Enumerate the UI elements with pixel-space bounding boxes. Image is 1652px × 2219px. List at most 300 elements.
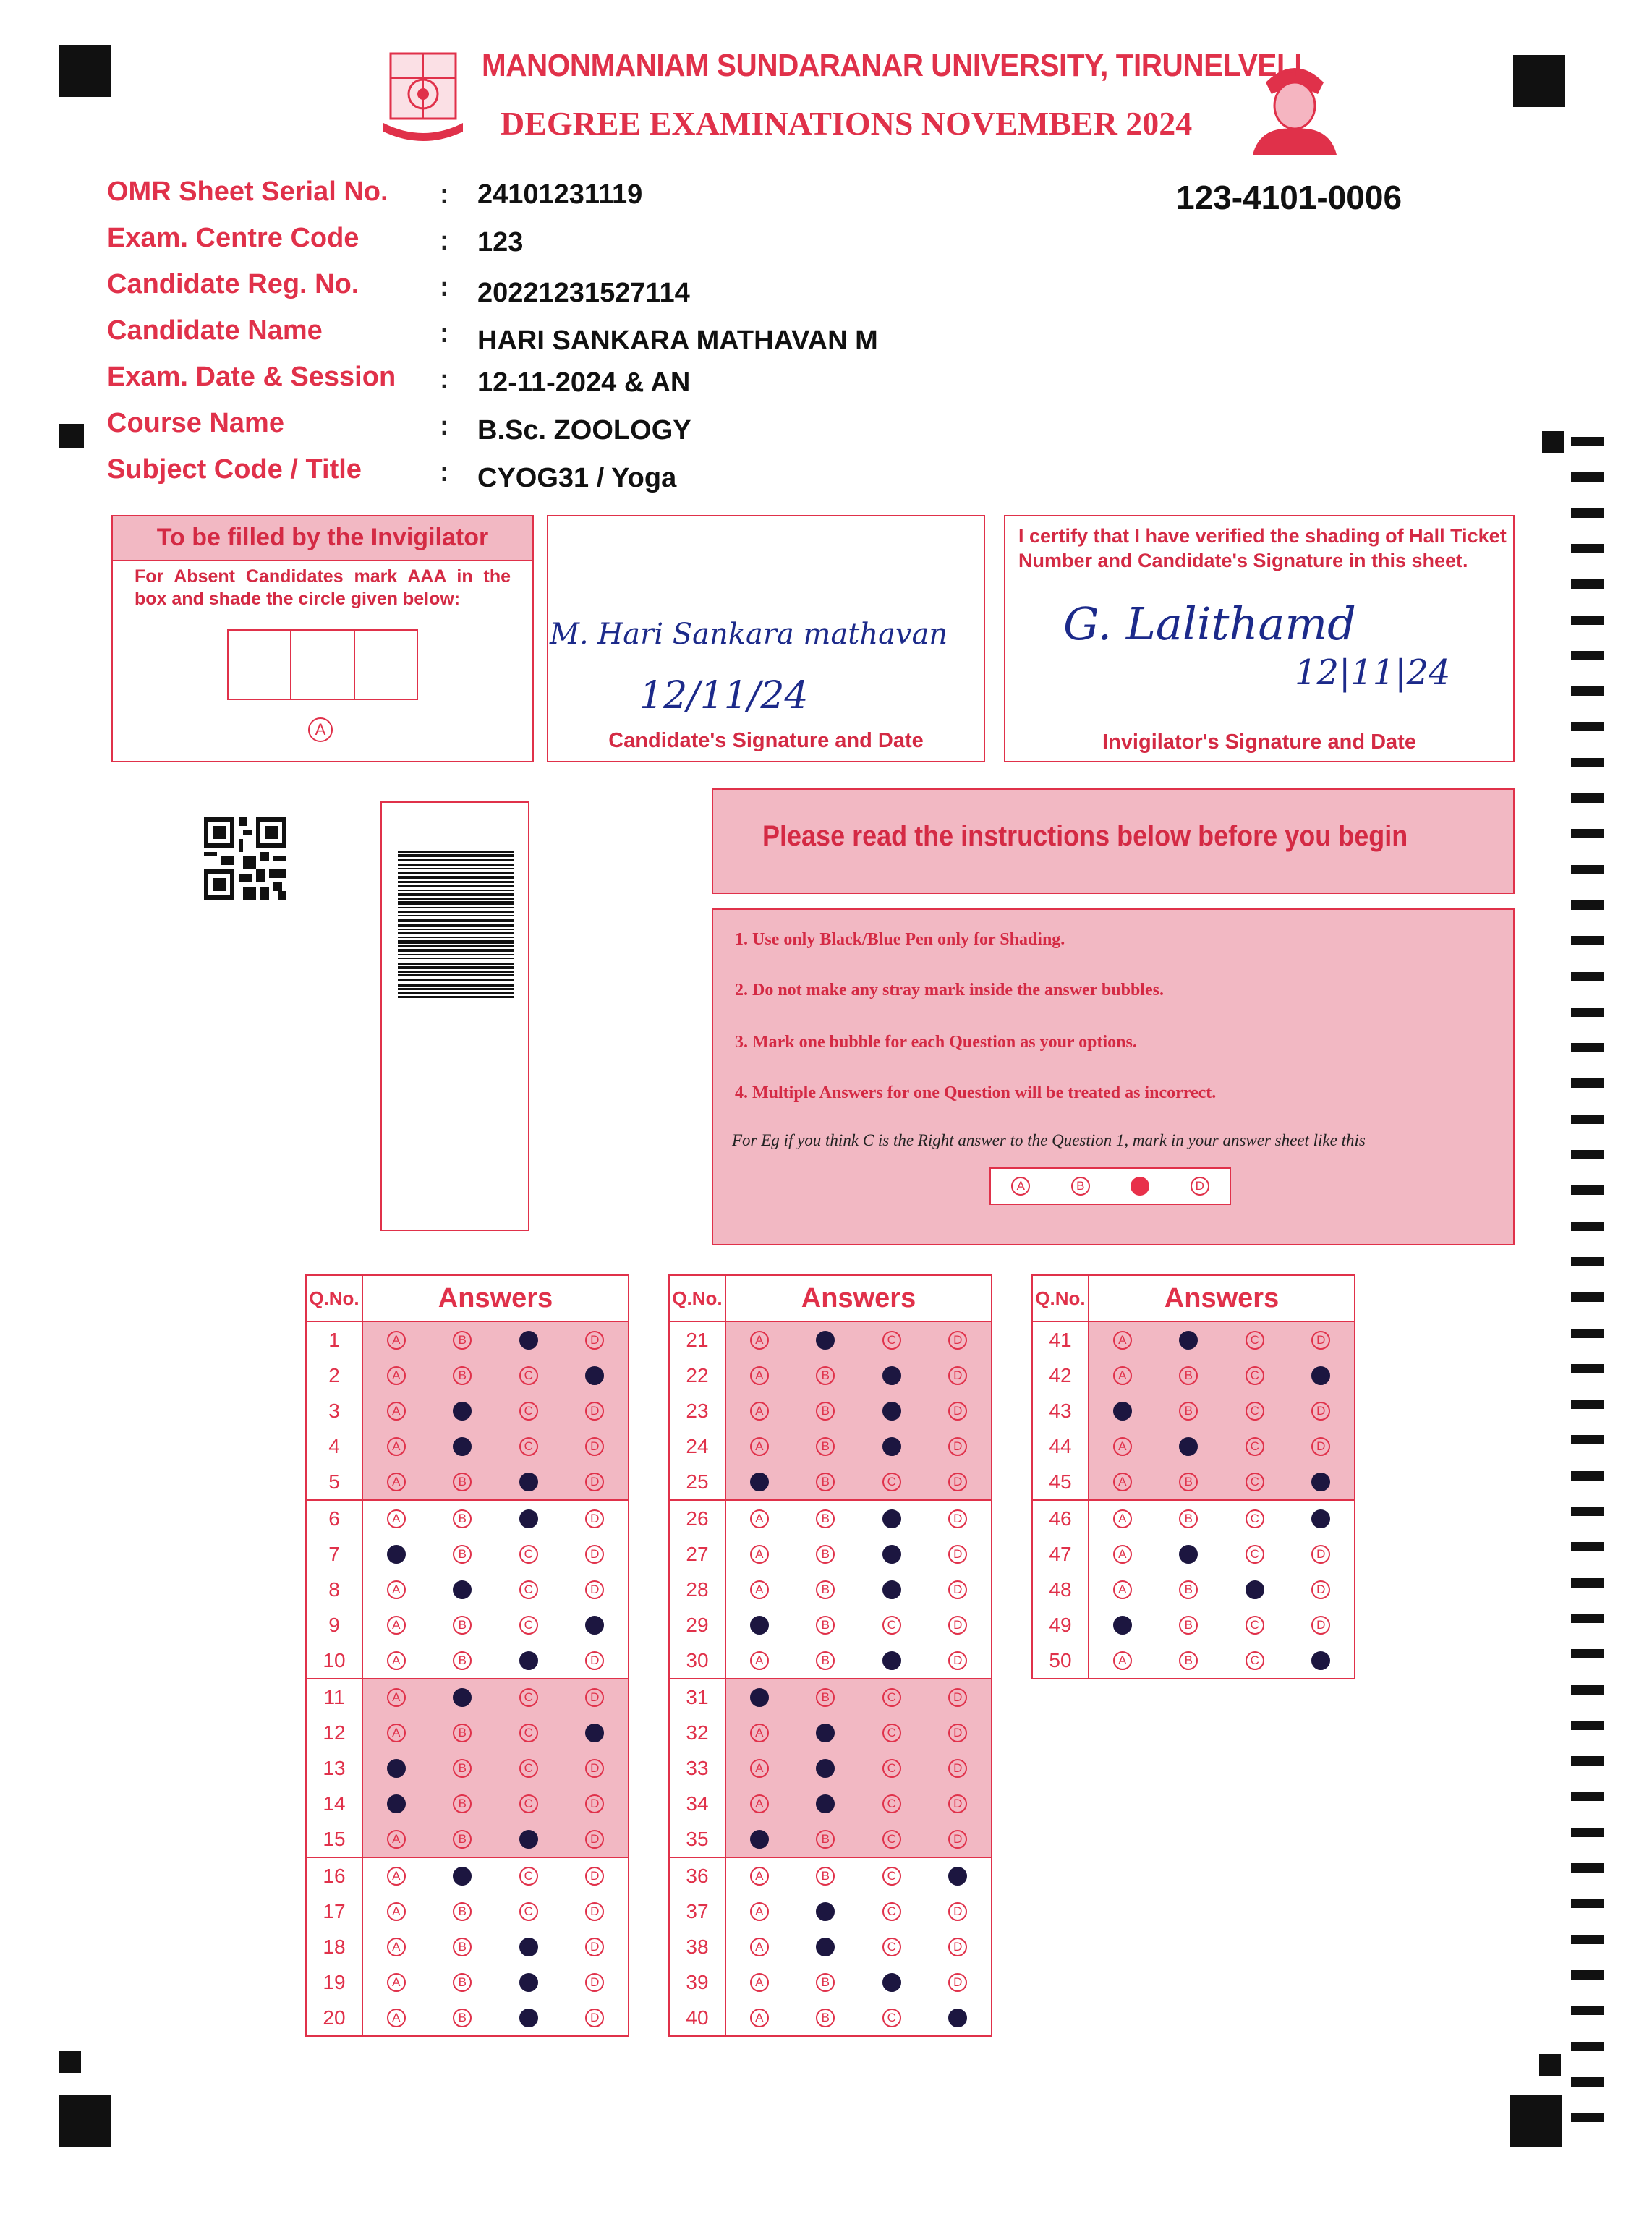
instruction-1: 1. Use only Black/Blue Pen only for Shading. [735,930,1065,949]
instructions-box [712,908,1515,1245]
answer-bubble-c[interactable]: C [882,1331,901,1350]
answer-bubble-a[interactable]: A [387,1509,406,1528]
answer-bubble-b[interactable]: B [816,1830,835,1849]
answer-bubble-d[interactable]: D [948,1545,967,1564]
question-number: 14 [306,1786,362,1821]
answer-bubble-d[interactable] [1311,1473,1330,1491]
answer-bubble-c[interactable]: C [882,1938,901,1956]
answer-bubble-a[interactable]: A [387,1366,406,1385]
timing-mark [1571,1863,1604,1873]
answers-header: Answers [725,1275,992,1321]
answer-bubble-a[interactable]: A [750,1973,769,1992]
answer-bubble-b[interactable]: B [1179,1473,1198,1491]
timing-mark [1571,544,1604,553]
answer-bubble-a[interactable] [750,1473,769,1491]
answer-bubble-c[interactable]: C [1246,1437,1264,1456]
answer-bubble-a[interactable]: A [750,1867,769,1886]
answer-bubble-d[interactable]: D [948,1973,967,1992]
barcode-bar [398,937,514,938]
barcode-bar [398,876,514,879]
answer-bubble-c[interactable]: C [519,1545,538,1564]
answer-bubble-c[interactable]: C [519,1759,538,1778]
question-number: 1 [306,1321,362,1358]
label-subject: Subject Code / Title [107,454,362,485]
timing-mark [1571,2113,1604,2122]
barcode-bar [398,901,514,905]
answer-bubble-b[interactable]: B [453,1724,472,1742]
absent-mark-boxes[interactable] [227,629,418,700]
timing-mark [1571,1756,1604,1766]
answer-bubble-b[interactable] [1179,1437,1198,1456]
answer-bubble-a[interactable] [387,1759,406,1778]
answer-bubble-d[interactable]: D [1311,1580,1330,1599]
timing-mark [1571,1578,1604,1588]
answer-row [669,1358,992,1393]
answer-bubble-c[interactable]: C [882,1830,901,1849]
answer-bubble-c[interactable]: C [519,1794,538,1813]
answer-bubble-d[interactable] [1311,1651,1330,1670]
answer-bubble-d[interactable]: D [1311,1616,1330,1635]
answer-bubble-a[interactable] [1113,1616,1132,1635]
question-number: 4 [306,1428,362,1464]
answer-bubble-a[interactable]: A [1113,1331,1132,1350]
absent-box-3[interactable] [355,631,417,699]
answer-bubble-d[interactable] [585,1724,604,1742]
timing-mark [1571,1008,1604,1017]
answer-bubble-d[interactable]: D [948,1794,967,1813]
answer-bubble-d[interactable]: D [585,2009,604,2027]
answer-bubble-a[interactable]: A [387,1724,406,1742]
answer-bubble-d[interactable]: D [948,1902,967,1921]
answer-bubble-d[interactable]: D [585,1973,604,1992]
answer-bubble-c[interactable] [882,1366,901,1385]
answer-bubble-a[interactable]: A [387,1902,406,1921]
answer-bubble-d[interactable]: D [585,1580,604,1599]
answer-row [669,1679,992,1715]
answer-bubble-a[interactable]: A [387,1938,406,1956]
answer-bubble-a[interactable]: A [1113,1437,1132,1456]
answer-bubble-d[interactable]: D [585,1473,604,1491]
answer-bubble-c[interactable]: C [882,1794,901,1813]
answer-bubble-a[interactable]: A [750,1331,769,1350]
answer-bubble-b[interactable]: B [1179,1402,1198,1421]
answer-bubble-c[interactable]: C [1246,1651,1264,1670]
answer-row [669,1464,992,1500]
answer-bubble-b[interactable]: B [453,1902,472,1921]
answer-bubble-b[interactable]: B [453,1759,472,1778]
answer-bubble-c[interactable] [519,1651,538,1670]
barcode-bar [398,898,514,900]
answer-bubble-d[interactable]: D [948,1724,967,1742]
answer-bubble-c[interactable]: C [519,1437,538,1456]
answer-bubble-c[interactable] [519,1938,538,1956]
answer-bubble-a[interactable]: A [387,1473,406,1491]
value-centre-code: 123 [477,227,524,257]
answer-bubble-b[interactable] [453,1402,472,1421]
answer-row [306,1715,629,1750]
answer-row [306,1464,629,1500]
question-number: 13 [306,1750,362,1786]
example-bubble-d: D [1191,1177,1209,1196]
answer-bubble-a[interactable]: A [750,1580,769,1599]
instruction-3: 3. Mark one bubble for each Question as your options. [735,1033,1137,1052]
answer-row [669,1428,992,1464]
answer-bubble-b[interactable]: B [453,1973,472,1992]
answer-bubble-a[interactable]: A [750,1509,769,1528]
answer-bubble-b[interactable]: B [1179,1651,1198,1670]
answer-bubble-a[interactable] [750,1616,769,1635]
timing-mark [1571,686,1604,696]
answer-bubble-d[interactable] [948,1867,967,1886]
answer-bubble-b[interactable] [816,1902,835,1921]
answer-bubble-c[interactable]: C [882,1759,901,1778]
answer-bubble-b[interactable]: B [816,1688,835,1707]
answer-bubble-c[interactable]: C [519,1402,538,1421]
question-number: 22 [669,1358,725,1393]
answer-bubble-b[interactable]: B [453,1545,472,1564]
answer-bubble-c[interactable] [882,1651,901,1670]
answer-bubble-d[interactable]: D [585,1545,604,1564]
answer-bubble-d[interactable]: D [585,1402,604,1421]
answer-row [1032,1321,1355,1358]
question-number: 48 [1032,1572,1089,1607]
answer-row [306,1929,629,1964]
answer-bubble-a[interactable]: A [750,1651,769,1670]
answer-bubble-a[interactable]: A [750,1402,769,1421]
answer-bubble-d[interactable] [1311,1366,1330,1385]
answer-bubble-b[interactable] [453,1867,472,1886]
answer-bubble-d[interactable]: D [948,1331,967,1350]
question-number: 11 [306,1679,362,1715]
answer-bubble-b[interactable]: B [1179,1366,1198,1385]
answer-bubble-b[interactable]: B [453,2009,472,2027]
answer-bubble-c[interactable]: C [1246,1616,1264,1635]
answer-bubble-c[interactable]: C [1246,1545,1264,1564]
question-number: 39 [669,1964,725,2000]
timing-mark [1571,1970,1604,1980]
answer-bubble-d[interactable]: D [1311,1331,1330,1350]
timing-mark-top [1542,431,1564,453]
answer-bubble-a[interactable]: A [387,1616,406,1635]
barcode-bar [398,963,514,965]
answer-bubble-a[interactable]: A [1113,1509,1132,1528]
question-number: 38 [669,1929,725,1964]
answer-bubble-b[interactable]: B [816,1616,835,1635]
university-name: MANONMANIAM SUNDARANAR UNIVERSITY, TIRUNELVELI [482,48,1303,83]
answer-bubble-b[interactable] [816,1724,835,1742]
answer-row [306,1393,629,1428]
timing-mark [1571,1614,1604,1623]
answer-bubble-b[interactable]: B [816,1973,835,1992]
answer-bubble-d[interactable]: D [585,1509,604,1528]
answer-bubble-d[interactable]: D [585,1437,604,1456]
answer-bubble-b[interactable]: B [453,1331,472,1350]
answer-bubble-c[interactable] [882,1580,901,1599]
answer-row [669,1715,992,1750]
question-number: 42 [1032,1358,1089,1393]
answer-bubble-c[interactable]: C [882,1688,901,1707]
answer-bubble-d[interactable]: D [948,1402,967,1421]
answer-bubble-a[interactable]: A [387,1651,406,1670]
answer-bubble-c[interactable] [1246,1580,1264,1599]
answer-bubble-d[interactable] [948,2009,967,2027]
qno-header: Q.No. [669,1275,725,1321]
answer-bubble-b[interactable]: B [816,1545,835,1564]
answer-row [306,1786,629,1821]
answer-bubble-b[interactable] [453,1437,472,1456]
instructions-heading: Please read the instructions below before you begin [762,820,1408,852]
answer-bubble-b[interactable]: B [453,1651,472,1670]
question-number: 12 [306,1715,362,1750]
answer-row [306,1358,629,1393]
answer-bubble-d[interactable]: D [948,1473,967,1491]
answer-bubble-d[interactable]: D [948,1938,967,1956]
answer-bubble-b[interactable]: B [453,1473,472,1491]
answer-bubble-d[interactable]: D [948,1616,967,1635]
answer-bubble-c[interactable]: C [882,1473,901,1491]
answer-bubble-b[interactable] [453,1688,472,1707]
answer-bubble-c[interactable]: C [519,1616,538,1635]
answer-bubble-b[interactable] [816,1794,835,1813]
answer-row [669,1500,992,1536]
answer-bubble-a[interactable]: A [1113,1545,1132,1564]
answer-bubble-c[interactable]: C [882,1902,901,1921]
answer-bubble-d[interactable]: D [585,1794,604,1813]
answer-bubble-b[interactable]: B [453,1938,472,1956]
timing-mark [1571,508,1604,518]
answer-bubble-a[interactable]: A [750,1437,769,1456]
answer-row [669,1750,992,1786]
answer-bubble-c[interactable]: C [1246,1331,1264,1350]
registration-mark-top-right [1513,55,1565,107]
answer-bubble-b[interactable]: B [816,1402,835,1421]
answer-bubble-c[interactable] [519,1509,538,1528]
answer-bubble-c[interactable]: C [519,1724,538,1742]
answer-bubble-d[interactable]: D [948,1651,967,1670]
answer-bubble-c[interactable]: C [882,2009,901,2027]
answer-bubble-d[interactable]: D [585,1938,604,1956]
answer-bubble-c[interactable] [882,1973,901,1992]
question-number: 2 [306,1358,362,1393]
question-number: 6 [306,1500,362,1536]
answer-bubble-a[interactable]: A [750,1545,769,1564]
answer-bubble-d[interactable]: D [948,1509,967,1528]
answer-bubble-d[interactable]: D [948,1688,967,1707]
answer-bubble-b[interactable] [453,1580,472,1599]
answer-bubble-a[interactable]: A [1113,1473,1132,1491]
answer-bubble-a[interactable]: A [387,1830,406,1849]
answer-bubble-d[interactable]: D [585,1902,604,1921]
answer-bubble-a[interactable]: A [1113,1366,1132,1385]
answer-row [1032,1500,1355,1536]
answer-bubble-c[interactable]: C [1246,1366,1264,1385]
answer-bubble-a[interactable]: A [387,1867,406,1886]
answer-bubble-c[interactable] [519,1830,538,1849]
answer-bubble-c[interactable] [519,1973,538,1992]
answer-bubble-a[interactable]: A [387,2009,406,2027]
answer-bubble-b[interactable]: B [816,1366,835,1385]
timing-mark [1571,722,1604,731]
timing-mark [1571,1899,1604,1908]
answer-bubble-b[interactable]: B [816,1473,835,1491]
answer-bubble-b[interactable]: B [816,1651,835,1670]
answer-bubble-a[interactable]: A [387,1973,406,1992]
answer-bubble-c[interactable]: C [1246,1473,1264,1491]
answer-bubble-b[interactable] [816,1331,835,1350]
answer-bubble-d[interactable]: D [1311,1437,1330,1456]
answer-bubble-b[interactable]: B [453,1794,472,1813]
answer-bubble-d[interactable]: D [948,1759,967,1778]
answer-bubble-c[interactable] [519,2009,538,2027]
answer-bubble-b[interactable] [1179,1331,1198,1350]
answer-bubble-b[interactable] [816,1938,835,1956]
answer-bubble-c[interactable]: C [519,1580,538,1599]
timing-mark [1571,1185,1604,1195]
answer-bubble-b[interactable] [816,1759,835,1778]
answer-bubble-b[interactable]: B [453,1616,472,1635]
answer-bubble-a[interactable]: A [387,1402,406,1421]
timing-mark [1571,1471,1604,1481]
question-number: 47 [1032,1536,1089,1572]
answer-bubble-b[interactable]: B [453,1366,472,1385]
answer-bubble-c[interactable]: C [519,1688,538,1707]
answer-row [306,1894,629,1929]
answer-bubble-a[interactable]: A [387,1437,406,1456]
timing-mark [1571,1685,1604,1695]
answer-row [1032,1358,1355,1393]
answer-bubble-a[interactable]: A [387,1580,406,1599]
answer-bubble-a[interactable] [750,1830,769,1849]
answer-bubble-b[interactable]: B [816,2009,835,2027]
answer-bubble-c[interactable]: C [519,1366,538,1385]
answer-bubble-a[interactable]: A [750,1938,769,1956]
answer-bubble-c[interactable] [519,1331,538,1350]
answer-bubble-a[interactable]: A [387,1331,406,1350]
answer-bubble-c[interactable] [882,1437,901,1456]
answer-bubble-d[interactable]: D [585,1830,604,1849]
question-number: 18 [306,1929,362,1964]
question-number: 35 [669,1821,725,1857]
question-number: 24 [669,1428,725,1464]
answer-bubble-b[interactable]: B [816,1509,835,1528]
answer-row [306,1643,629,1679]
timing-mark [1571,472,1604,482]
answers-header: Answers [1089,1275,1355,1321]
timing-mark [1571,1400,1604,1409]
answer-row [306,1428,629,1464]
question-number: 50 [1032,1643,1089,1679]
timing-mark [1571,1507,1604,1516]
candidate-signature-box [547,515,985,762]
answer-bubble-a[interactable]: A [750,1759,769,1778]
answer-bubble-c[interactable]: C [1246,1402,1264,1421]
answer-bubble-c[interactable] [882,1509,901,1528]
answer-bubble-c[interactable]: C [519,1902,538,1921]
answer-row [669,1536,992,1572]
answer-bubble-c[interactable] [882,1402,901,1421]
answer-bubble-a[interactable] [750,1688,769,1707]
answer-bubble-a[interactable]: A [1113,1580,1132,1599]
question-number: 30 [669,1643,725,1679]
answer-bubble-c[interactable]: C [882,1867,901,1886]
question-number: 36 [669,1857,725,1894]
instructions-heading-box [712,788,1515,894]
answer-bubble-b[interactable]: B [816,1867,835,1886]
answer-row [669,1393,992,1428]
answer-bubble-d[interactable]: D [1311,1545,1330,1564]
answer-bubble-d[interactable]: D [948,1437,967,1456]
answer-bubble-b[interactable]: B [1179,1509,1198,1528]
answer-bubble-a[interactable] [387,1794,406,1813]
answer-bubble-a[interactable]: A [1113,1651,1132,1670]
answer-bubble-d[interactable]: D [585,1331,604,1350]
answer-bubble-b[interactable] [1179,1545,1198,1564]
timing-mark [1571,616,1604,625]
answer-bubble-d[interactable]: D [948,1830,967,1849]
answer-bubble-a[interactable]: A [750,2009,769,2027]
answer-bubble-a[interactable]: A [750,1902,769,1921]
absent-bubble[interactable]: A [308,717,333,742]
answer-bubble-d[interactable]: D [1311,1402,1330,1421]
absent-box-2[interactable] [291,631,354,699]
question-number: 9 [306,1607,362,1643]
answer-bubble-b[interactable]: B [1179,1580,1198,1599]
colon: : [440,226,449,256]
answer-bubble-d[interactable]: D [585,1867,604,1886]
answer-bubble-c[interactable]: C [519,1867,538,1886]
answer-bubble-d[interactable] [585,1366,604,1385]
answer-bubble-c[interactable] [882,1545,901,1564]
answer-bubble-a[interactable]: A [750,1794,769,1813]
answer-bubble-d[interactable]: D [948,1366,967,1385]
answer-bubble-a[interactable]: A [387,1688,406,1707]
barcode-bar [398,971,514,973]
answer-bubble-b[interactable]: B [1179,1616,1198,1635]
answer-bubble-c[interactable]: C [1246,1509,1264,1528]
barcode-bar [398,915,514,916]
label-course-name: Course Name [107,408,284,438]
answer-bubble-c[interactable]: C [882,1616,901,1635]
answer-bubble-b[interactable]: B [816,1580,835,1599]
answer-bubble-c[interactable]: C [882,1724,901,1742]
answer-bubble-c[interactable] [519,1473,538,1491]
answer-bubble-a[interactable] [1113,1402,1132,1421]
answer-bubble-d[interactable] [1311,1509,1330,1528]
answer-bubble-d[interactable]: D [585,1651,604,1670]
answer-bubble-b[interactable]: B [453,1509,472,1528]
question-number: 27 [669,1536,725,1572]
barcode-bar [398,854,514,857]
timing-mark [1571,1792,1604,1801]
question-number: 33 [669,1750,725,1786]
answer-bubble-b[interactable]: B [453,1830,472,1849]
answer-bubble-a[interactable]: A [750,1724,769,1742]
answer-bubble-d[interactable] [585,1616,604,1635]
question-number: 46 [1032,1500,1089,1536]
barcode-bar [398,864,514,866]
answer-bubble-b[interactable]: B [816,1437,835,1456]
answer-bubble-d[interactable]: D [585,1759,604,1778]
answer-bubble-d[interactable]: D [585,1688,604,1707]
absent-box-1[interactable] [229,631,291,699]
answer-row [669,1607,992,1643]
answer-bubble-a[interactable]: A [750,1366,769,1385]
answer-bubble-d[interactable]: D [948,1580,967,1599]
answer-bubble-a[interactable] [387,1545,406,1564]
instruction-example: For Eg if you think C is the Right answer to the Question 1, mark in your answer sheet like this [732,1131,1366,1149]
barcode-bar [398,859,514,861]
timing-mark [1571,1721,1604,1730]
